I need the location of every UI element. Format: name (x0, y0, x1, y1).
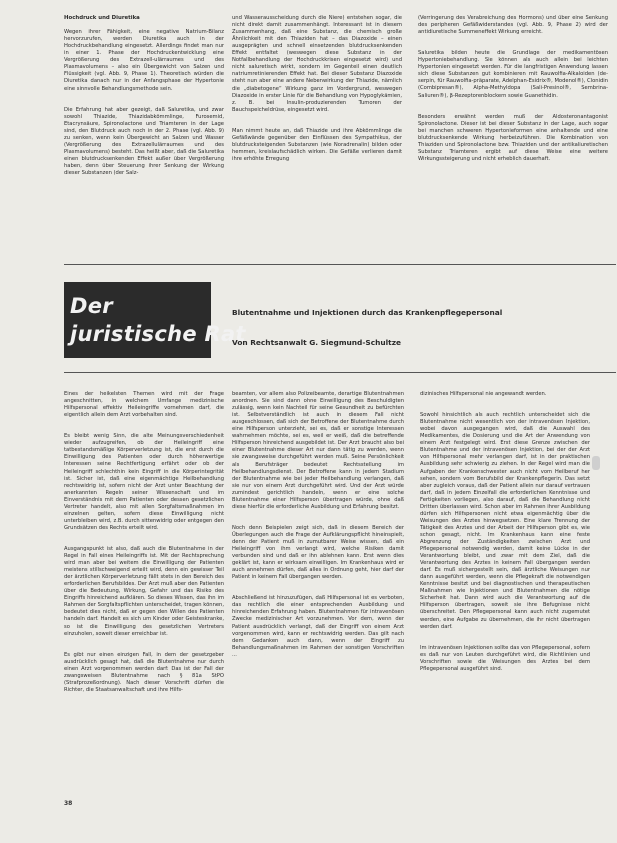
separator-rule (64, 264, 616, 265)
banner-line-1: Der (70, 294, 113, 318)
separator-rule (64, 372, 616, 373)
paragraph: und Wasserausscheidung durch die Niere) entstehen sogar, die nicht direkt damit zusammenhängt. Interessant ist in diesem Zusammenhang, daß eine Substanz, die chemisch große Ähnlichkeit mit den Thiaziden hat – das Diazoxide – einen ausgeprägten und schnell einsetzenden blutdrucksenkenden Effekt entfaltet (weswegen diese Substanz in der Notfallbehandlung der Hochdruckkrisen eingesetzt wird) und nicht saluretisch wirkt, sondern im Gegenteil einen deutlich natriumretinierenden Effekt hat. Bei dieser Substanz Diazoxide steht nun aber eine andere Nebenwirkung der Thiazide, nämlich die „diabetogene“ Wirkung ganz im Vordergrund, weswegen Diazoxide in erster Linie für die Behandlung von Hypoglykämien, z. B. bei Insulin-produzierenden Tumoren der Bauchspeicheldrüse, eingesetzt wird. (232, 15, 402, 113)
top-column-2 (232, 8, 402, 250)
banner-line-2: juristische Rat (70, 322, 246, 346)
paragraph: Man nimmt heute an, daß Thiazide und ihre Abkömmlinge die Gefäßwände gegenüber den Einflüssen des Sympathikus, der blutdrucksteigenden Substanzen (wie Noradrenalin) bilden oder hemmen, kreislaufschädlich wirken. Die Gefäße verlieren damit ihre erhöhte Erregung (232, 127, 402, 162)
paragraph: Im intravenösen Injektionen sollte das von Pflegepersonal, sofern es daß nur von Leuten durchgeführt wird, die Richtlinien und Vorschriften sowie die Weisungen des Arztes bei dem Pflegepersonal ausgeführt sind. (420, 644, 590, 672)
bottom-column-1 (64, 384, 224, 794)
paragraph: beamten, vor allem also Polizeibeamte, derartige Blutentnahmen anordnen. Sie sind dann ohne Einwilligung des Beschuldigten zulässig, wenn kein Nachteil für seine Gesundheit zu befürchten ist. Selbstverständlich ist auch in diesem Fall nicht ausgeschlossen, daß sich der Betroffene der Blutentnahme durch eine Hilfsperson unterzieht, sei es, daß er sonstige Interessen wahrnehmen möchte, sei es, weil er weiß, daß die betreffende Hilfsperson hinreichend ausgebildet ist. Der Arzt braucht also bei einer Blutentnahme dieser Art nur dann tätig zu werden, wenn sie zwangsweise durchgeführt werden muß. Seine Persönlichkeit als Berufsträger bedeutet Rechtsstellung im Heilbehandlungsdienst. Der Betroffene kann in jedem Stadium der Blutentnahme wie bei jeder Heilbehandlung verlangen, daß sie nur von einem Arzt durchgeführt wird. Und der Arzt würde zumindest gerichtlich handeln, wenn er eine solche Blutentnahme einer Hilfsperson übertragen würde, ohne daß diese hierfür die erforderliche Ausbildung und Erfahrung besitzt. (232, 391, 404, 510)
paragraph: dizinisches Hilfspersonal nie angewandt werden. (420, 391, 547, 398)
paragraph: Abschließend ist hinzuzufügen, daß Hilfspersonal ist es verboten, das rechtlich die einer entsprechenden Ausbildung und hinreichenden Erfahrung haben. Blutentnahmen für intravenösen Zwecke medizinischer Art vorzunehmen. Vor dem, wenn der Patient ausdrücklich verlangt, daß der Eingriff von einem Arzt vorgenommen wird, kann er rechtswidrig werden. Das gilt nach dem Gedanken auch dann, wenn der Eingriff zu Behandlungsmaßnahmen im Rahmen der sonstigen Vorschriften ... (232, 595, 404, 658)
article-author: Von Rechtsanwalt G. Siegmund-Schultze (232, 338, 402, 347)
page-number: 38 (64, 800, 73, 807)
paragraph: Es gibt nur einen einzigen Fall, in dem der gesetzgeber ausdrücklich gesagt hat, daß die Blutentnahme nur durch einen Arzt vorgenommen werden darf: Das ist der Fall der zwangsweisen Blutentnahme nach § 81a StPO (Strafprozeßordnung). Nach dieser Vorschrift dürfen die Richter, die Staatsanwaltschaft und ihre Hilfs- (64, 651, 224, 693)
bottom-column-2 (232, 384, 404, 804)
paragraph: Es bleibt wenig Sinn, die alte Meinungsverschiedenheit wieder aufzugreifen, ob der Heileingriff eine tatbestandsmäßige Körperverletzung ist, die erst durch die Einwilligung des Patienten oder durch höherwertige Interessen seine Rechtfertigung erfährt oder ob der Heileingriff schlechthin kein Eingriff in die Körperintegrität ist. Sicher ist, daß eine eigenmächtige Heilbehandlung rechtswidrig ist, sofern nicht der Arzt unter Beachtung der anerkannten Regeln seiner Wissenschaft und im Einverständnis mit dem Patienten oder dessen gesetzlichen Vertreter handelt, also mit allen Sorgfaltsmaßnahmen im einzelnen gelten, sofern diese Einwilligung nicht unterbleiben wird, z.B. durch sittenwidrig oder entgegen den Grundsätzen des Rechts erteilt wird. (64, 433, 224, 531)
paragraph: Die Erfahrung hat aber gezeigt, daß Saluretika, und zwar sowohl Thiazide, Thiazidabkömmlinge, Furosemid, Etacrynsäure, Spironolactone und Triamteren in der Lage sind, den Blutdruck auch noch in der 2. Phase (vgl. Abb. 9) zu senken, wenn kein Übergewicht an Salzen und Wasser (Vergrößerung des Extrazellulärraumes und des Plasmavolumens) besteht. Das heißt aber, daß die Saluretika einen blutdrucksenkenden Effekt außer über Vergrößerung haben, denn über Steuerung ihrer Senkung der Wirkung dieser Substanzen (der Salz- (64, 106, 224, 177)
paragraph: Besonders erwähnt werden muß der Aldosteronantagonist Spironolactone. Dieser ist bei dieser Substanz in der Lage, auch sogar bei manchen schweren Hypertonieformen eine anhaltende und eine blutdrucksenkende Wirkung herbeizuführen. Die Kombination von Thiaziden und Spironolactone bzw. Thiaziden und der antikaliuretischen Substanz Triamteren ergibt auf diese Weise eine weitere Wirkungssteigerung und nicht erheblich dauerhaft. (418, 113, 608, 162)
top-column-3 (418, 8, 608, 250)
bottom-column-3 (420, 384, 590, 804)
paragraph: Saluretika bilden heute die Grundlage der medikamentösen Hypertoniebehandlung. Sie können als auch allein bei leichten Hypertonien eingesetzt werden. Für die langfristigen Anwendung lassen sich diese Substanzen gut kombinieren mit Rauwolfia-Alkaloiden (de-serpin, für Rauwolfia-präparate, Adelphan-Esidrix®, Modenol®), Clonidin (Combipresan®), Alpha-Methyldopa (Sali-Presinol®, Sembrina-Saliuren®), β-Rezeptorenblockern sowie Guanethidin. (418, 50, 608, 99)
top-column-1 (64, 8, 224, 250)
section-heading: Hochdruck und Diuretika (64, 15, 140, 22)
paragraph: Wegen ihrer Fähigkeit, eine negative Natrium-Bilanz hervorzurufen, werden Diuretika auch in der Hochdruckbehandlung eingesetzt. Allerdings findet man nur in einer 1. Phase der Hochdruckentwicklung eine Vergrößerung des Extrazell-ulärraumes und des Plasmavolumens – also ein Übergewicht von Salzen und Flüssigkeit (vgl. Abb. 9, Phase 1). Theoretisch würden die Diuretika danach nur in der Anfangsphase der Hypertonie eine sinnvolle Behandlungsmethode sein. (64, 29, 224, 92)
paragraph: Sowohl hinsichtlich als auch rechtlich unterscheidet sich die Blutentnahme nicht wesentlich von der intravenösen Injektion, wobei davon ausgegangen wird, daß die Auswahl des Medikamentes, die Dosierung und die Art der Anwendung von einem Arzt festgelegt wird. Erst diese Grenze zwischen der Blutentnahme und der intravenösen Injektion, bei der der Arzt von Hilfspersonal mehr verlangen darf, ist in der praktischen Ausbildung sehr schwierig zu ziehen. In der Regel wird man die Aufgaben der Krankenschwester auch nicht vom Heilberuf her sehen, sondern vom Berufsbild der Krankenpflegerin. Das setzt aber zugleich voraus, daß der Patient allein nur darauf vertrauen darf, daß in jedem Einzelfall die erforderlichen Kenntnisse und Fertigkeiten vorliegen, also darauf, daß die Behandlung nicht Dritten überlassen wird. Schon aber im Rahmen ihrer Ausbildung dürfen sich Hilfspersonen nicht etwa eigenmächtig über die Weisungen des Arztes hinwegsetzen. Eine klare Trennung der Tätigkeit des Arztes und der Arbeit der Hilfsperson gibt es, wie schon gesagt, nicht. Im Krankenhaus kann eine feste Abgrenzung der Zuständigkeiten zwischen Arzt und Pflegepersonal notwendig werden, damit keine Lücke in der Verantwortung bleibt, und zwar mit dem Ziel, daß die Verantwortung des Arztes in keinem Fall übergangen werden darf. Es muß sichergestellt sein, daß ärztliche Weisungen nur dann ausgeführt werden, wenn die Pflegekraft die notwendigen Kenntnisse besitzt und bei diagnostischen und therapeutischen Maßnahmen wie Injektionen und Blutentnahmen die nötige Sicherheit hat. Dann wird auch die Verantwortung auf die Hilfsperson übertragen, soweit sie ihre Befugnisse nicht überschreitet. Den Pflegepersonal kann auch nicht zugemutet werden, eine Aufgabe zu übernehmen, die ihr nicht übertragen werden darf. (420, 412, 590, 630)
paragraph: (Verringerung des Verabreichung des Hormons) und über eine Senkung des peripheren Gefäßwiderstandes (vgl. Abb. 9, Phase 2) wird der antidiuretische Summeneffekt Wirkung erreicht. (418, 15, 608, 36)
paragraph: Ausgangspunkt ist also, daß auch die Blutentnahme in der Regel in Fall eines Heileingriffs ist. Mit der Rechtsprechung wird man aber bei weitem die Einwilligung der Patienten meistens stillschweigend erteilt wird, denn ein gewisser Teil der ärztlichen Körperverletzung fällt stets in den Bereich des erforderlichen Berufsbildes. Der Arzt muß aber den Patienten über die Bedeutung, Wirkung, Gefahr und das Risiko des Eingriffs hinreichend aufklären. So dieses Wissen, das ihn im Rahmen der Sorgfaltspflichten unterscheidet, tragen können, bedeutet dies nicht, daß er gegen den Willen des Patienten handeln darf. Handelt es sich um Kinder oder Geisteskranke, so ist die Einwilligung des gesetzlichen Vertreters einzuholen, soweit dieser erreichbar ist. (64, 545, 224, 637)
paragraph: Noch denn Beispielen zeigt sich, daß in diesem Bereich der Überlegungen auch die Frage der Aufklärungspflicht hineinspielt, denn der Patient muß in zumutbarer Weise wissen, daß ein Heileingriff von ihm verlangt wird, welche Risiken damit verbunden sind und daß er ihn ablehnen kann. Erst wenn dies geklärt ist, kann er wirksam einwilligen. Im Krankenhaus wird er auch annehmen dürfen, daß alles in Ordnung geht, hier darf der Patient in keinem Fall übergangen werden. (232, 524, 404, 581)
article-headline: Blutentnahme und Injektionen durch das Krankenpflegepersonal (232, 308, 503, 317)
paper-edge-mark (592, 456, 600, 470)
section-banner (64, 282, 246, 358)
paragraph: Eines der heikelsten Themen wird mit der Frage angeschnitten, in welchem Umfange medizinische Hilfspersonal effektiv Heileingriffe vornehmen darf, die eigentlich allein dem Arzt vorbehalten sind. (64, 391, 224, 419)
